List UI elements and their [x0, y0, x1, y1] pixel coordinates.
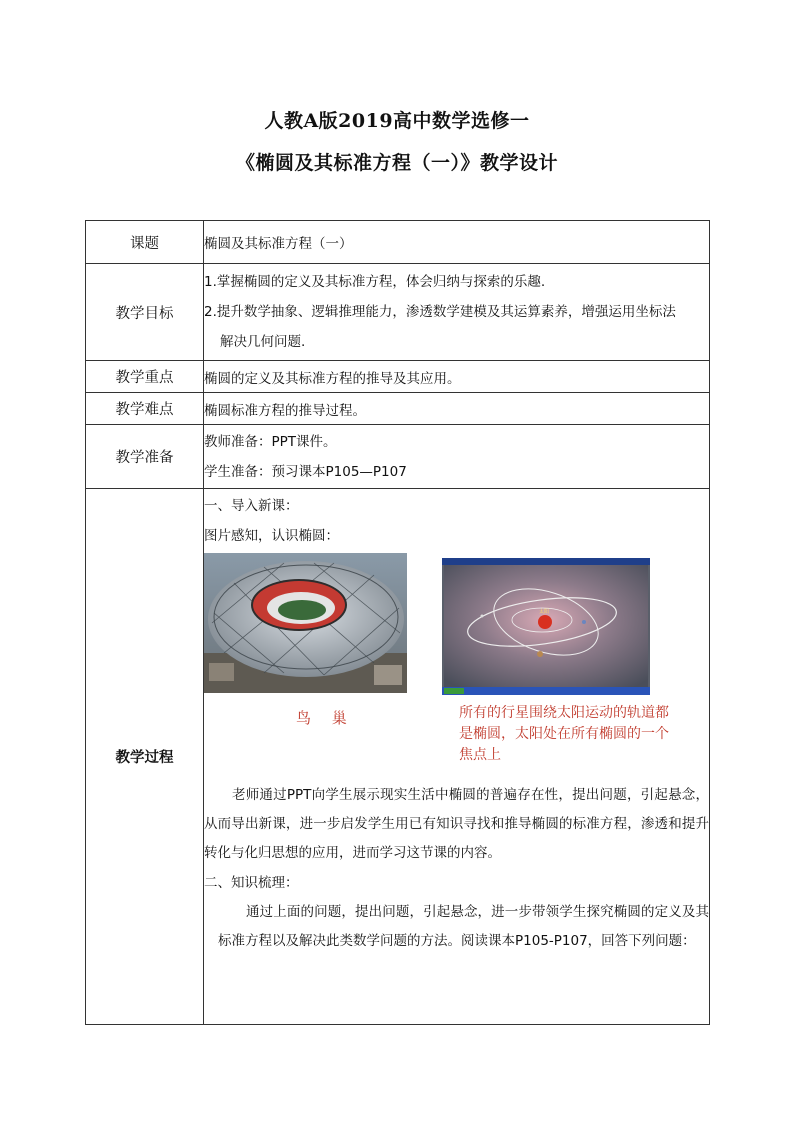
value-preparation — [204, 425, 710, 489]
prep-teacher: 教师准备：PPT课件。 — [204, 433, 337, 450]
label-preparation: 教学准备 — [86, 425, 204, 489]
value-topic: 椭圆及其标准方程（一） — [204, 221, 710, 264]
label-topic: 课题 — [86, 221, 204, 264]
value-difficulties: 椭圆标准方程的推导过程。 — [204, 393, 710, 425]
solar-system-screenshot — [442, 558, 650, 695]
goal-line-2: 2.提升数学抽象、逻辑推理能力，渗透数学建模及其运算素养，增强运用坐标法 — [204, 304, 676, 320]
label-process: 教学过程 — [86, 489, 204, 1025]
solar-label: 太阳 — [539, 609, 550, 615]
row-difficulties — [86, 393, 710, 425]
value-key-points: 椭圆的定义及其标准方程的推导及其应用。 — [204, 361, 710, 393]
prep-student: 学生准备：预习课本P105—P107 — [204, 463, 407, 480]
row-goals — [86, 264, 710, 361]
goal-line-3: 解决几何问题. — [220, 334, 306, 350]
value-goals — [204, 264, 710, 361]
caption-solar-system: 所有的行星围绕太阳运动的轨道都是椭圆，太阳处在所有椭圆的一个焦点上 — [459, 705, 669, 763]
page-title-line1: 人教A版2019高中数学选修一 — [264, 110, 530, 132]
birds-nest-photo — [204, 553, 407, 693]
row-preparation — [86, 425, 710, 489]
page-title-line2: 《椭圆及其标准方程（一）》教学设计 — [235, 152, 558, 174]
goal-line-1: 1.掌握椭圆的定义及其标准方程，体会归纳与探索的乐趣. — [204, 274, 546, 290]
label-key-points: 教学重点 — [86, 361, 204, 393]
lesson-plan-table — [85, 220, 710, 1025]
label-goals: 教学目标 — [86, 264, 204, 361]
row-process — [86, 489, 710, 1025]
image-captions — [204, 703, 709, 781]
row-key-points — [86, 361, 710, 393]
section-intro-heading: 一、导入新课： — [204, 498, 299, 514]
caption-birds-nest: 鸟 巢 — [296, 709, 355, 727]
image-row — [204, 553, 709, 703]
intro-text: 图片感知，认识椭圆： — [204, 528, 339, 544]
row-topic — [86, 221, 710, 264]
paragraph-knowledge: 通过上面的问题，提出问题，引起悬念，进一步带领学生探究椭圆的定义及其标准方程以及解决此类数学问题的方法。阅读课本P105-P107，回答下列问题： — [218, 904, 709, 949]
section-knowledge-heading: 二、知识梳理： — [204, 875, 299, 891]
label-difficulties: 教学难点 — [86, 393, 204, 425]
paragraph-teacher-intro: 老师通过PPT向学生展示现实生活中椭圆的普遍存在性，提出问题，引起悬念，从而导出新课，进一步启发学生用已有知识寻找和推导椭圆的标准方程，渗透和提升转化与化归思想的应用，进而学习这节课的内容。 — [204, 787, 709, 861]
value-process — [204, 489, 710, 1025]
